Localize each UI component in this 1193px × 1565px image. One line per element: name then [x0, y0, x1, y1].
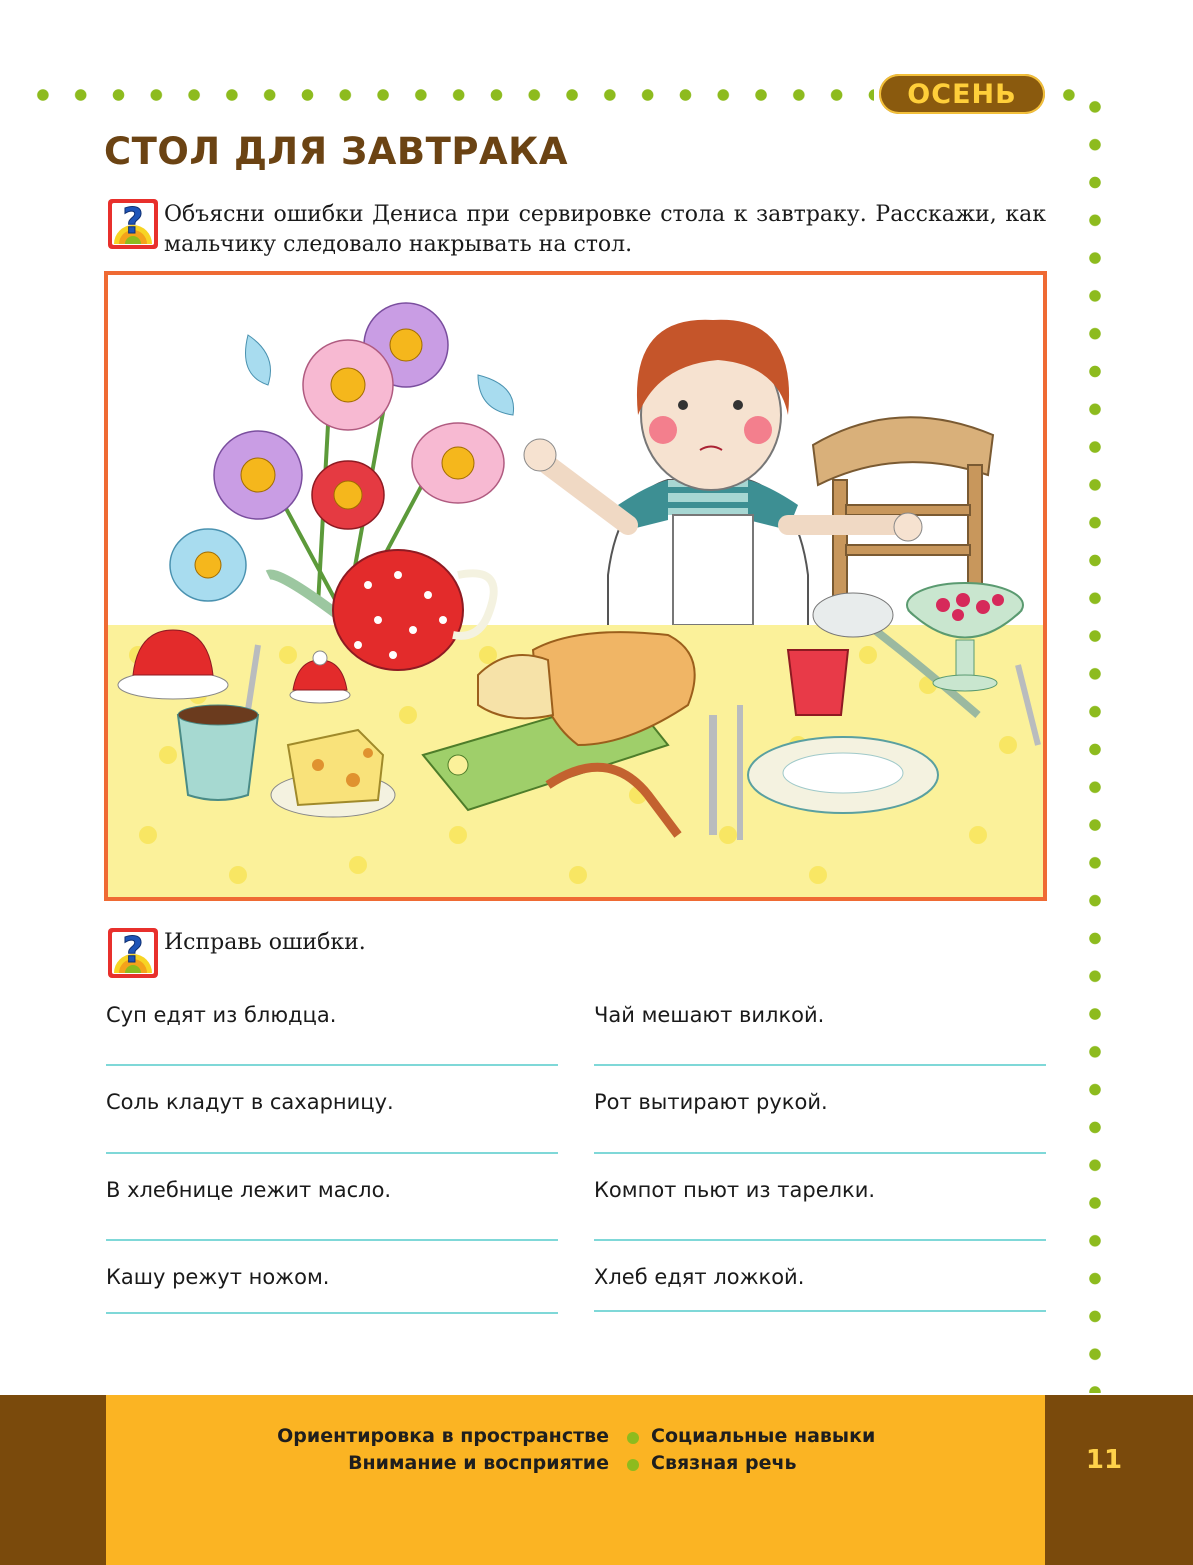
answer-line[interactable] — [594, 1064, 1046, 1066]
svg-text:?: ? — [122, 930, 144, 971]
answer-line[interactable] — [594, 1239, 1046, 1241]
teacup — [178, 705, 258, 800]
season-badge: ОСЕНЬ — [879, 74, 1045, 114]
exercise-statement: Соль кладут в сахарницу. — [106, 1090, 394, 1114]
answer-line[interactable] — [594, 1152, 1046, 1154]
page-title: СТОЛ ДЛЯ ЗАВТРАКА — [104, 130, 569, 173]
bullet-dot-icon — [627, 1432, 639, 1444]
skill-label: Социальные навыки — [651, 1425, 876, 1447]
question-mark-icon — [107, 198, 159, 250]
answer-line[interactable] — [106, 1239, 558, 1241]
ladle-bowl — [813, 593, 893, 637]
task1-instruction: Объясни ошибки Дениса при сервировке стола к завтраку. Расскажи, как мальчику следовало накрывать на стол. — [164, 202, 1046, 257]
skills-row — [106, 1452, 1045, 1479]
exercise-statement: Рот вытирают рукой. — [594, 1090, 828, 1114]
exercise-statement: Хлеб едят ложкой. — [594, 1265, 805, 1289]
answer-line[interactable] — [106, 1064, 558, 1066]
answer-line[interactable] — [106, 1152, 558, 1154]
red-glass — [788, 650, 848, 715]
skill-label: Ориентировка в пространстве — [277, 1425, 609, 1447]
bullet-dot-icon — [627, 1459, 639, 1471]
dotted-border-top — [24, 88, 874, 102]
skills-row — [106, 1425, 1045, 1452]
exercise-statement: Компот пьют из тарелки. — [594, 1178, 876, 1202]
svg-text:?: ? — [122, 201, 144, 242]
dotted-border-right — [1088, 88, 1102, 1393]
question-mark-icon — [107, 927, 159, 979]
skills-list — [106, 1425, 1045, 1479]
skill-label: Связная речь — [651, 1452, 797, 1474]
exercise-statement: Кашу режут ножом. — [106, 1265, 330, 1289]
task2-instruction: Исправь ошибки. — [164, 930, 366, 955]
exercise-statement: В хлебнице лежит масло. — [106, 1178, 392, 1202]
footer-panel — [106, 1395, 1045, 1565]
answer-line[interactable] — [594, 1310, 1046, 1312]
exercise-statement: Суп едят из блюдца. — [106, 1003, 337, 1027]
breakfast-table-illustration — [104, 271, 1047, 901]
soup-plate — [748, 737, 938, 813]
page-number: 11 — [1085, 1445, 1123, 1475]
skill-label: Внимание и восприятие — [348, 1452, 609, 1474]
exercise-statement: Чай мешают вилкой. — [594, 1003, 825, 1027]
answer-line[interactable] — [106, 1312, 558, 1314]
